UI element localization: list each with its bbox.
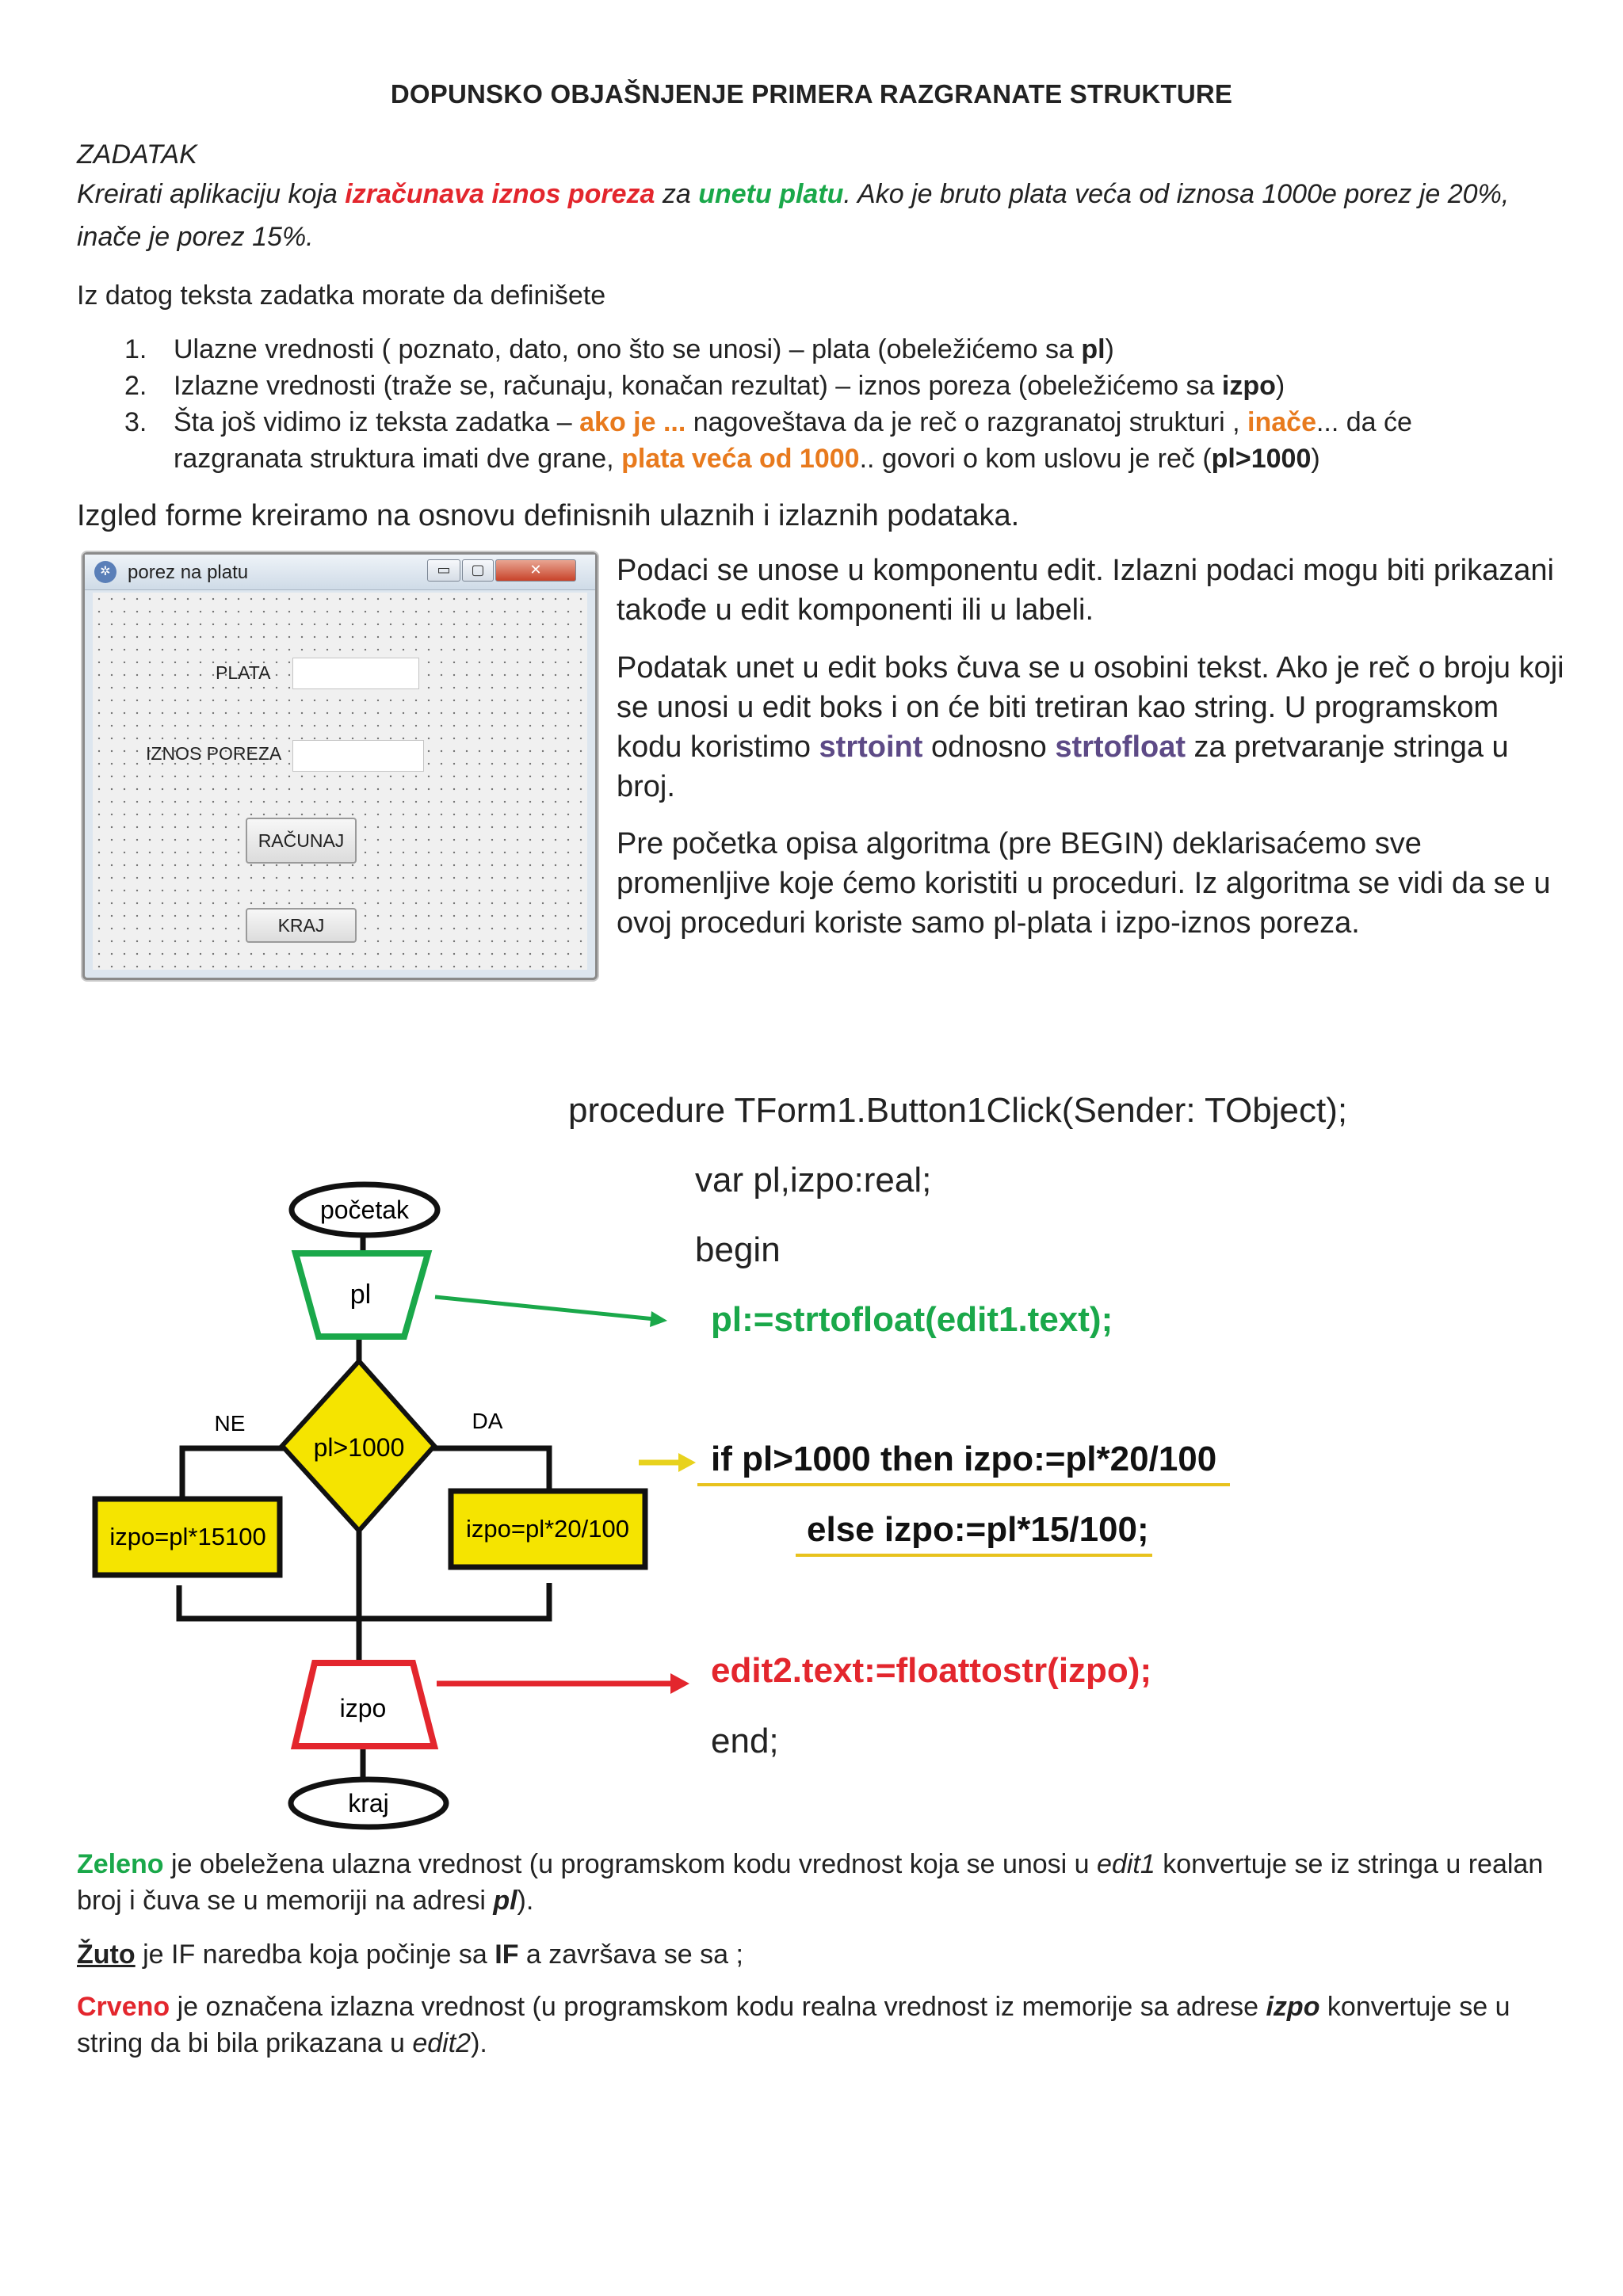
green-arrowhead: [650, 1311, 667, 1327]
code-line-end: end;: [711, 1722, 779, 1760]
flow-input-label: pl: [349, 1280, 372, 1310]
right-paragraph-3: Pre početka opisa algoritma (pre BEGIN) deklarisaćemo sve promenljive koje ćemo koristiti u proceduri. Iz algoritma se vidi da se u ovoj proceduri koriste samo pl-plata i izpo-iznos poreza.: [617, 827, 1551, 940]
flow-yes-label: DA: [472, 1409, 503, 1433]
delphi-icon: ✲: [94, 561, 116, 583]
flow-decision-label: pl>1000: [313, 1433, 405, 1462]
intro-text: Iz datog teksta zadatka morate da definišete: [77, 280, 606, 311]
label-plata: PLATA: [216, 662, 271, 683]
flow-else-label: izpo=pl*15100: [109, 1523, 266, 1550]
flow-output-label: izpo: [339, 1694, 387, 1722]
flow-start-label: početak: [319, 1196, 410, 1224]
yellow-arrowhead: [678, 1453, 696, 1472]
task-heading: ZADATAK: [77, 139, 197, 170]
window-title: porez na platu: [128, 562, 249, 583]
note-yellow: Žuto je IF naredba koja počinje sa IF a završava se sa ;: [77, 1939, 743, 1970]
code-line-procedure: procedure TForm1.Button1Click(Sender: TObject);: [568, 1091, 1348, 1130]
red-arrowhead: [670, 1673, 689, 1694]
flow-end-label: kraj: [348, 1789, 389, 1817]
green-arrow: [435, 1297, 655, 1319]
form-intro: Izgled forme kreiramo na osnovu definisnih ulaznih i izlaznih podataka.: [77, 499, 1020, 532]
code-line-if: if pl>1000 then izpo:=pl*20/100: [697, 1437, 1230, 1486]
minimize-button[interactable]: ▭: [427, 559, 460, 582]
code-line-output: edit2.text:=floattostr(izpo);: [711, 1651, 1152, 1690]
code-line-begin: begin: [695, 1230, 781, 1269]
racunaj-button[interactable]: RAČUNAJ: [246, 818, 357, 864]
code-line-input: pl:=strtofloat(edit1.text);: [711, 1300, 1113, 1339]
close-button[interactable]: ✕: [495, 559, 576, 582]
task-text-line1: Kreirati aplikaciju koja izračunava iznos poreza za unetu platu. Ako je bruto plata veća od iznosa 1000e porez je 20%,: [77, 179, 1510, 209]
code-line-else: else izpo:=pl*15/100;: [796, 1508, 1152, 1557]
note-green: Zeleno je obeležena ulazna vrednost (u programskom kodu vrednost koja se unosi u edit1 konvertuje se iz stringa u realan broj i čuva se u memoriji na adresi pl).: [77, 1849, 1544, 1916]
flow-then-label: izpo=pl*20/100: [466, 1515, 629, 1543]
flow-no-label: NE: [214, 1411, 246, 1436]
kraj-button[interactable]: KRAJ: [246, 908, 357, 943]
right-paragraph-1: Podaci se unose u komponentu edit. Izlazni podaci mogu biti prikazani takođe u edit komponenti ili u labeli.: [617, 554, 1554, 627]
right-paragraph-2: Podatak unet u edit boks čuva se u osobini tekst. Ako je reč o broju koji se unosi u edit boks i on će biti tretiran kao string. U programskom kodu koristimo strtoint odnosno strtofloat za pretvaranje stringa u broj.: [617, 651, 1564, 803]
requirements-list: 1. Ulazne vrednosti ( poznato, dato, ono što se unosi) – plata (obeležićemo sa pl) 2. Izlazne vrednosti (traže se, računaju, konačan rezultat) – iznos poreza (obeležićemo sa izpo) 3. Šta još vidimo iz teksta zadatka – ako je ... nagoveštava da je reč o razgranatoj strukturi , inače... da će razgranata struktura imati dve grane, plata veća od 1000.. govori o kom uslovu je reč (pl>1000): [124, 334, 1412, 474]
code-line-var: var pl,izpo:real;: [695, 1161, 932, 1199]
label-iznos-poreza: IZNOS POREZA: [146, 743, 282, 764]
task-text-line2: inače je porez 15%.: [77, 222, 314, 252]
note-red: Crveno je označena izlazna vrednost (u programskom kodu realna vrednost iz memorije sa adrese izpo konvertuje se u string da bi bila prikazana u edit2).: [77, 1992, 1510, 2058]
maximize-button[interactable]: ▢: [462, 559, 494, 582]
page-title: DOPUNSKO OBJAŠNJENJE PRIMERA RAZGRANATE STRUKTURE: [390, 79, 1233, 109]
